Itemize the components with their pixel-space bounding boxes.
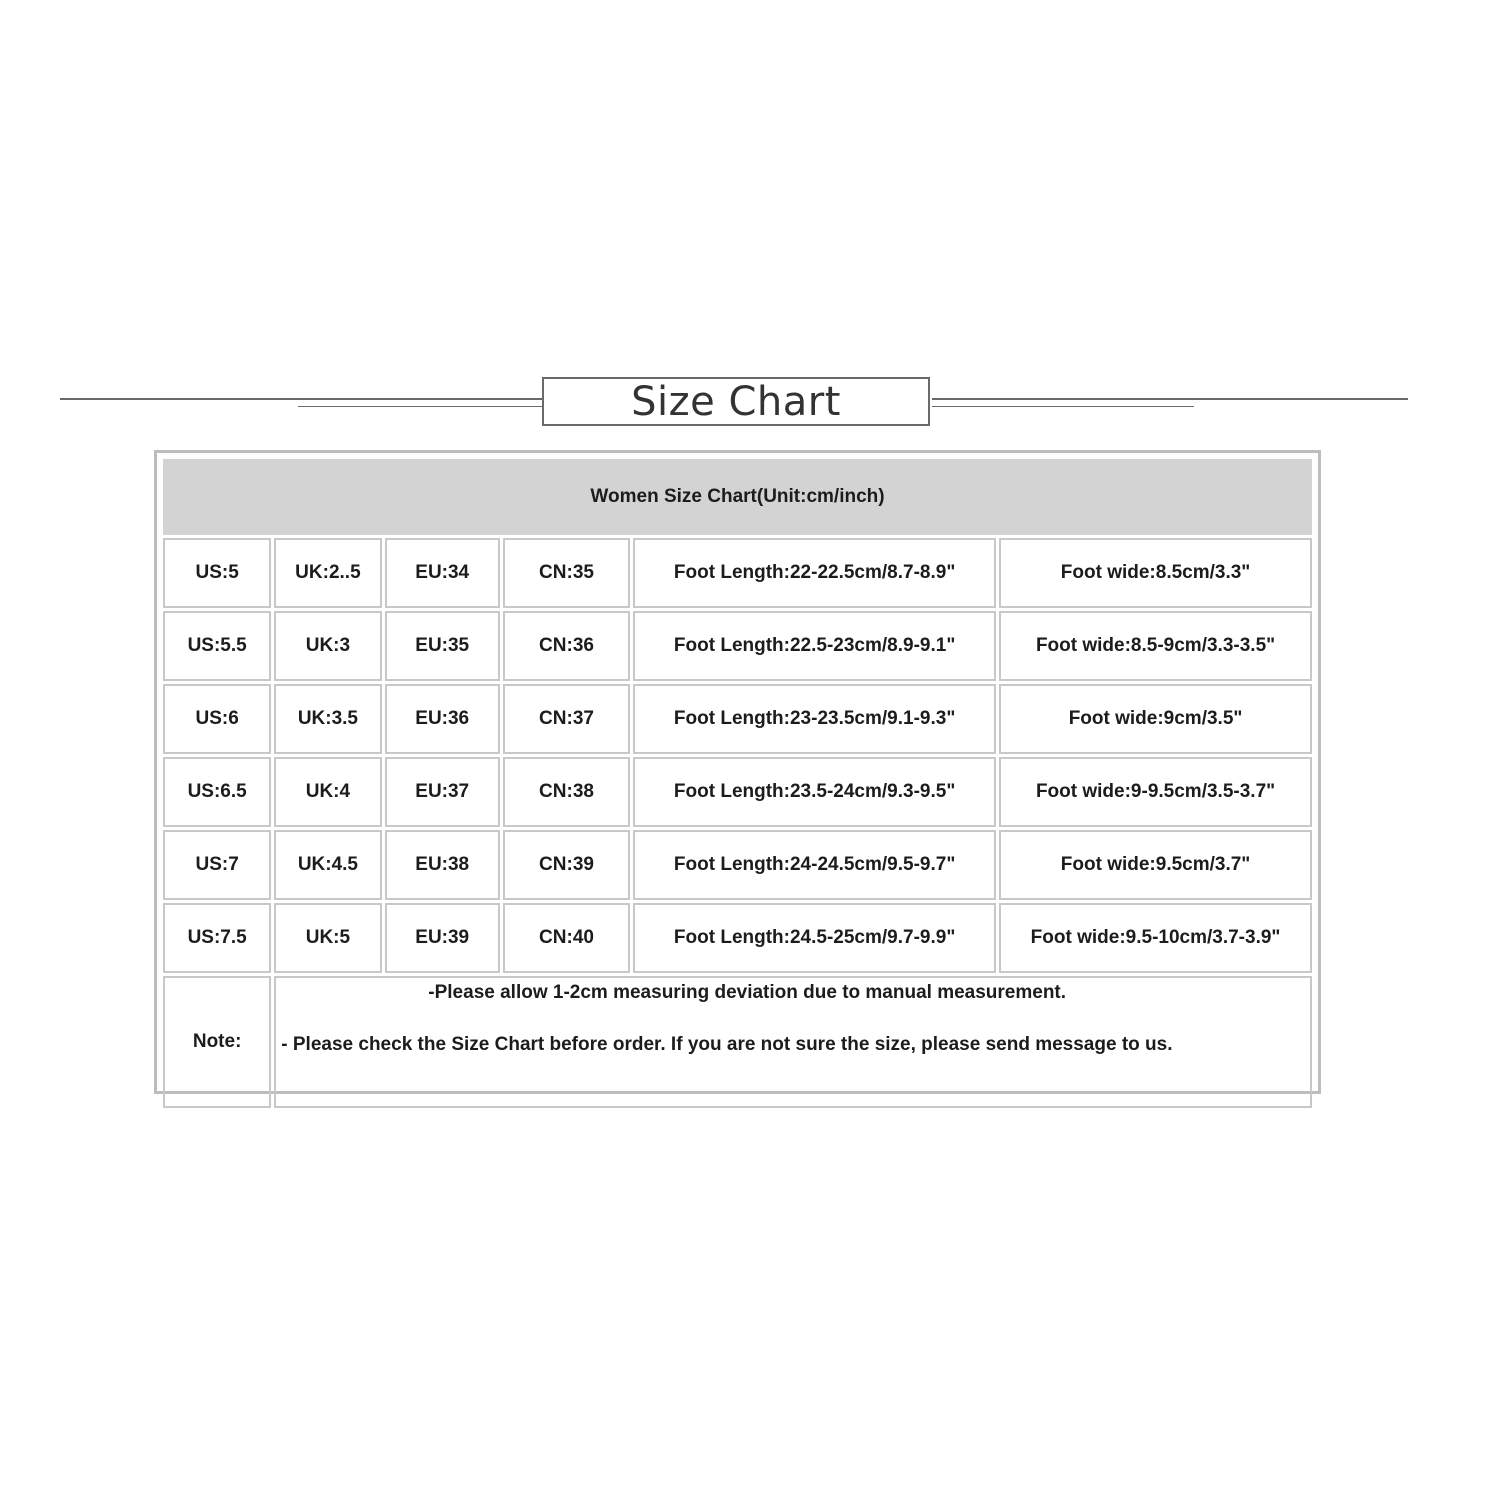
foot-wide-cell: Foot wide:9-9.5cm/3.5-3.7" (999, 757, 1312, 827)
note-label: Note: (163, 976, 271, 1108)
foot-length-cell: Foot Length:22-22.5cm/8.7-8.9" (633, 538, 996, 608)
cn-size-cell: CN:39 (503, 830, 630, 900)
decorative-rule-left (60, 398, 542, 400)
eu-size-cell: EU:34 (385, 538, 500, 608)
table-row (163, 611, 1312, 681)
title-box (542, 377, 930, 426)
eu-size-cell: EU:35 (385, 611, 500, 681)
uk-size-cell: UK:5 (274, 903, 381, 973)
size-chart-table (160, 456, 1315, 1111)
foot-wide-cell: Foot wide:8.5-9cm/3.3-3.5" (999, 611, 1312, 681)
cn-size-cell: CN:40 (503, 903, 630, 973)
us-size-cell: US:7 (163, 830, 271, 900)
foot-length-cell: Foot Length:23.5-24cm/9.3-9.5" (633, 757, 996, 827)
note-row (163, 976, 1312, 1108)
note-deviation-text: -Please allow 1-2cm measuring deviation due to manual measurement. (428, 982, 1067, 1003)
table-row (163, 757, 1312, 827)
size-chart-frame (154, 450, 1321, 1094)
us-size-cell: US:5.5 (163, 611, 271, 681)
foot-length-cell: Foot Length:22.5-23cm/8.9-9.1" (633, 611, 996, 681)
eu-size-cell: EU:39 (385, 903, 500, 973)
cn-size-cell: CN:35 (503, 538, 630, 608)
foot-length-cell: Foot Length:24.5-25cm/9.7-9.9" (633, 903, 996, 973)
table-row (163, 684, 1312, 754)
title-banner (0, 0, 1500, 440)
note-check-text: - Please check the Size Chart before order. If you are not sure the size, please send message to us. (281, 1034, 1173, 1055)
us-size-cell: US:6 (163, 684, 271, 754)
us-size-cell: US:6.5 (163, 757, 271, 827)
uk-size-cell: UK:3 (274, 611, 381, 681)
decorative-rule-right (932, 398, 1408, 400)
note-body (274, 976, 1312, 1108)
table-row (163, 830, 1312, 900)
us-size-cell: US:7.5 (163, 903, 271, 973)
uk-size-cell: UK:2..5 (274, 538, 381, 608)
table-row (163, 903, 1312, 973)
cn-size-cell: CN:36 (503, 611, 630, 681)
foot-wide-cell: Foot wide:9.5-10cm/3.7-3.9" (999, 903, 1312, 973)
eu-size-cell: EU:37 (385, 757, 500, 827)
decorative-rule-left-inner (298, 406, 542, 407)
foot-wide-cell: Foot wide:9.5cm/3.7" (999, 830, 1312, 900)
foot-length-cell: Foot Length:24-24.5cm/9.5-9.7" (633, 830, 996, 900)
uk-size-cell: UK:4.5 (274, 830, 381, 900)
cn-size-cell: CN:37 (503, 684, 630, 754)
uk-size-cell: UK:3.5 (274, 684, 381, 754)
us-size-cell: US:5 (163, 538, 271, 608)
foot-wide-cell: Foot wide:8.5cm/3.3" (999, 538, 1312, 608)
table-row (163, 538, 1312, 608)
eu-size-cell: EU:36 (385, 684, 500, 754)
page-title: Size Chart (631, 378, 841, 425)
foot-wide-cell: Foot wide:9cm/3.5" (999, 684, 1312, 754)
uk-size-cell: UK:4 (274, 757, 381, 827)
decorative-rule-right-inner (932, 406, 1194, 407)
foot-length-cell: Foot Length:23-23.5cm/9.1-9.3" (633, 684, 996, 754)
table-header: Women Size Chart(Unit:cm/inch) (163, 459, 1312, 535)
eu-size-cell: EU:38 (385, 830, 500, 900)
cn-size-cell: CN:38 (503, 757, 630, 827)
